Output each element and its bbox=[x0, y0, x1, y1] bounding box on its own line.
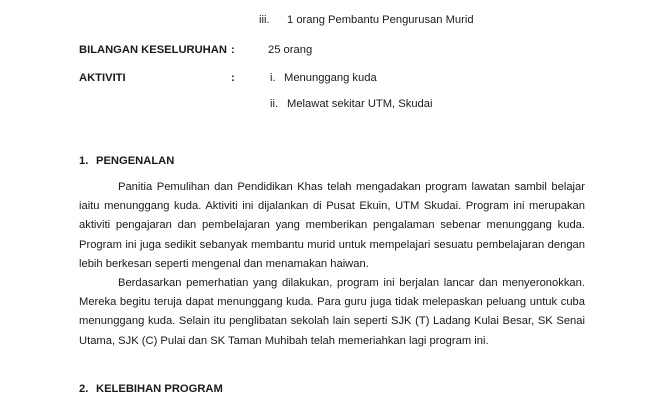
activity-item-numeral: ii. bbox=[270, 98, 279, 110]
section-title: PENGENALAN bbox=[96, 155, 175, 167]
staff-item-numeral: iii. bbox=[259, 14, 270, 26]
staff-item-text: 1 orang Pembantu Pengurusan Murid bbox=[287, 14, 474, 26]
section-title: KELEBIHAN PROGRAM bbox=[96, 383, 223, 395]
activity-item-text: Menunggang kuda bbox=[284, 72, 377, 84]
total-colon: : bbox=[231, 44, 235, 56]
activities-label: AKTIVITI bbox=[79, 72, 126, 84]
section-number: 2. bbox=[79, 383, 89, 395]
section-paragraph: Panitia Pemulihan dan Pendidikan Khas telah mengadakan program lawatan sambil belajar iaitu menunggang kuda. Aktiviti ini dijalankan di Pusat Ekuin, UTM Skudai. Program ini merupakan aktiviti pengajaran dan pembelajaran yang memberikan pengalaman sebenar menunggang kuda. Program ini juga sedikit sebanyak membantu murid untuk mempelajari sesuatu pembelajaran dengan lebih berkesan seperti mengenal dan menamakan haiwan. bbox=[79, 181, 585, 270]
activity-item-text: Melawat sekitar UTM, Skudai bbox=[287, 98, 433, 110]
activity-item-numeral: i. bbox=[270, 72, 276, 84]
total-label: BILANGAN KESELURUHAN bbox=[79, 44, 227, 56]
total-value: 25 orang bbox=[268, 44, 313, 56]
section-paragraph: Berdasarkan pemerhatian yang dilakukan, program ini berjalan lancar dan menyeronokkan. Mereka begitu teruja dapat menunggang kuda. Para guru juga tidak melepaskan peluang untuk cuba menunggang kuda. Selain itu penglibatan sekolah lain seperti SJK (T) Ladang Kulai Besar, SK Senai Utama, SJK (C) Pulai dan SK Taman Muhibah telah memeriahkan lagi program ini. bbox=[79, 277, 585, 347]
activities-colon: : bbox=[231, 72, 235, 84]
section-number: 1. bbox=[79, 155, 89, 167]
